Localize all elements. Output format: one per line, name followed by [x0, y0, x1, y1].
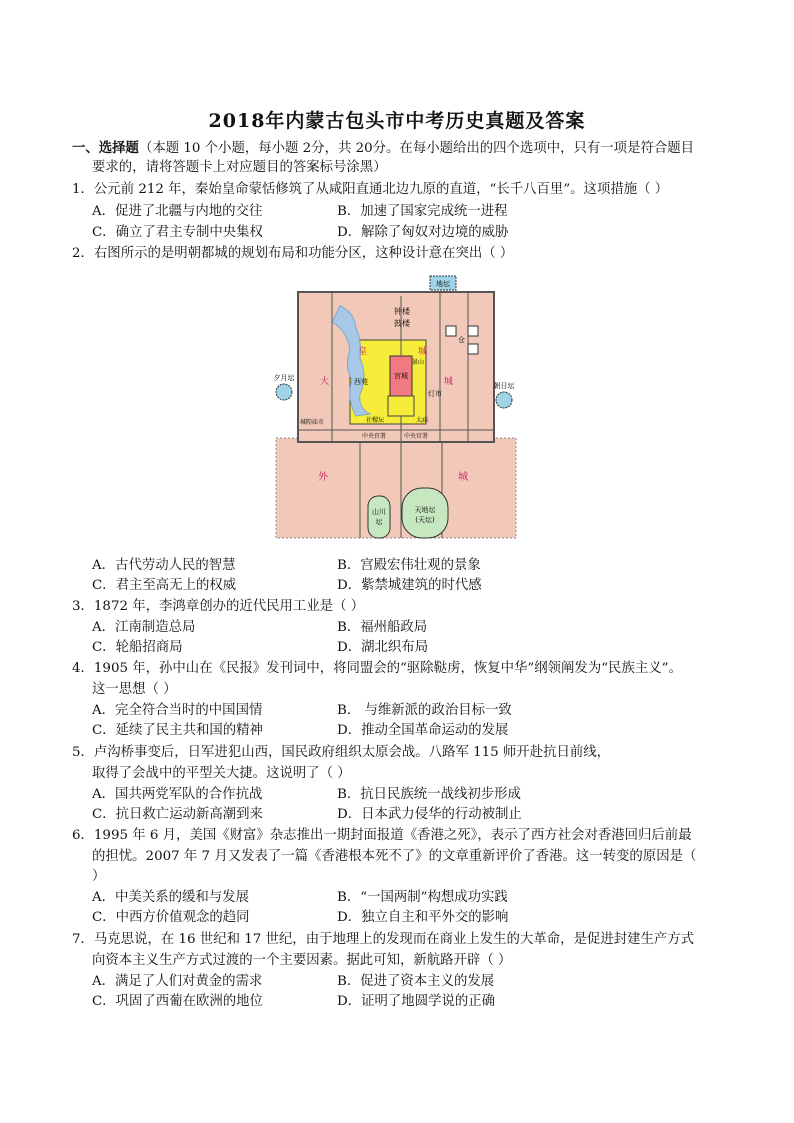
taimiao-label: 太庙	[416, 417, 429, 424]
granary-box	[446, 326, 456, 336]
granary-box	[468, 344, 478, 354]
xiyuan-label: 西苑	[354, 378, 368, 386]
q5-option-c[interactable]: C．抗日救亡运动新高潮到来	[92, 807, 263, 822]
section-intro-1: （本题 10 个小题，每小题 2分，共 20分。在每小题给出的四个选项中，只有一项是符合题目	[138, 141, 695, 156]
q6-option-c[interactable]: C．中西方价值观念的趋同	[92, 910, 250, 925]
q1-stem: 1．公元前 212 年，秦始皇命蒙恬修筑了从咸阳直通北边九原的直道，“长千八百里”。这项措施（ ）	[72, 182, 669, 197]
q4-option-a[interactable]: A．完全符合当时的中国国情	[92, 703, 263, 718]
q7-option-c[interactable]: C．巩固了西葡在欧洲的地位	[92, 994, 263, 1009]
q6-option-b[interactable]: B．“一国两制”构想成功实践	[337, 890, 508, 905]
shanchuan-altar	[368, 496, 390, 538]
q6-option-d[interactable]: D．独立自主和平外交的影响	[337, 910, 509, 925]
q5-stem-1: 5．卢沟桥事变后，日军进犯山西，国民政府组织太原会战。八路军 115 师开赴抗日前线，	[72, 745, 611, 760]
q6-option-a[interactable]: A．中美关系的缓和与发展	[92, 890, 249, 905]
granary-label: 仓	[458, 336, 465, 344]
q7-stem-2: 向资本主义生产方式过渡的一个主要因素。据此可知，新航路开辟（ ）	[92, 953, 512, 968]
yuetan-circle	[276, 384, 292, 400]
ritan-label: 朝日坛	[493, 382, 515, 390]
page-title: 2018年内蒙古包头市中考历史真题及答案	[208, 110, 586, 132]
q2-option-d[interactable]: D．紫禁城建筑的时代感	[337, 578, 482, 593]
q1-option-a[interactable]: A．促进了北疆与内地的交往	[92, 204, 263, 219]
section-heading: 一、选择题	[72, 140, 139, 156]
q2-option-a[interactable]: A．古代劳动人民的智慧	[92, 558, 236, 573]
q4-stem-2: 这一思想（ ）	[92, 682, 177, 697]
q5-option-a[interactable]: A．国共两党军队的合作抗战	[92, 787, 263, 802]
q4-stem-1: 4．1905 年，孙中山在《民报》发刊词中，将同盟会的“驱除鞑虏，恢复中华”纲领阐发为“民族主义”。	[72, 661, 682, 676]
shanchuan-label-1: 山川	[372, 508, 386, 516]
palace-gate-area	[388, 396, 414, 416]
palace-label: 宫城	[394, 372, 408, 380]
outer-label-1: 外	[318, 472, 328, 483]
ming-capital-map	[272, 270, 520, 542]
q7-option-d[interactable]: D．证明了地圆学说的正确	[337, 994, 496, 1009]
q3-stem: 3．1872 年，李鸿章创办的近代民用工业是（ ）	[72, 599, 365, 614]
q2-option-c[interactable]: C．君主至高无上的权威	[92, 578, 237, 593]
ditan-label: 地坛	[436, 280, 450, 288]
q4-option-b[interactable]: B． 与维新派的政治目标一致	[337, 703, 512, 718]
q1-option-d[interactable]: D．解除了匈奴对边境的威胁	[337, 225, 509, 240]
q3-option-d[interactable]: D．湖北织布局	[337, 640, 429, 655]
outer-label-2: 城	[458, 472, 468, 483]
temple-market-label: 城隍庙市	[300, 419, 325, 426]
q3-option-b[interactable]: B．福州船政局	[337, 620, 428, 635]
ritan-circle	[496, 392, 512, 408]
jingshan-label: 景山	[412, 359, 425, 366]
q3-option-c[interactable]: C．轮船招商局	[92, 640, 183, 655]
tiandi-label-1: 天地坛	[414, 506, 436, 514]
q5-stem-2: 取得了会战中的平型关大捷。这说明了（ ）	[92, 766, 351, 781]
q6-stem-1: 6．1995 年 6 月，美国《财富》杂志推出一期封面报道《香港之死》，表示了西方社会对香港回归后前最	[72, 828, 692, 843]
inner-label-2: 城	[444, 377, 454, 387]
imperial-label-2: 城	[418, 347, 428, 357]
q4-option-c[interactable]: C．延续了民主共和国的精神	[92, 723, 263, 738]
lantern-market-label: 灯市	[428, 390, 442, 398]
q3-option-a[interactable]: A．江南制造总局	[92, 620, 196, 635]
q2-option-b[interactable]: B．宫殿宏伟壮观的景象	[337, 558, 481, 573]
section-intro-2: 要求的，请将答题卡上对应题目的答案标号涂黑）	[92, 160, 387, 175]
q7-option-b[interactable]: B．促进了资本主义的发展	[337, 974, 495, 989]
q7-option-a[interactable]: A．满足了人们对黄金的需求	[92, 974, 263, 989]
drum-tower-label: 鼓楼	[394, 319, 410, 328]
ministries-east-label: 中央官署	[404, 433, 429, 440]
bell-tower-label: 钟楼	[394, 307, 410, 316]
outer-city-area	[276, 438, 516, 538]
shanchuan-label-2: 坛	[375, 518, 383, 526]
q1-option-c[interactable]: C．确立了君主专制中央集权	[92, 225, 263, 240]
q1-option-b[interactable]: B．加速了国家完成统一进程	[337, 204, 508, 219]
tiandi-label-2: (天坛)	[415, 516, 435, 524]
q7-stem-1: 7．马克思说，在 16 世纪和 17 世纪，由于地理上的发现而在商业上发生的大革命，是促进封建生产方式	[72, 932, 695, 947]
granary-box	[468, 326, 478, 336]
sheji-label: 社稷坛	[366, 417, 385, 424]
imperial-label-1: 皇	[358, 347, 368, 357]
q2-stem: 2．右图所示的是明朝都城的规划布局和功能分区，这种设计意在突出（ ）	[72, 246, 514, 261]
q6-stem-3: ）	[92, 869, 106, 884]
q5-option-b[interactable]: B．抗日民族统一战线初步形成	[337, 787, 521, 802]
q4-option-d[interactable]: D．推动全国革命运动的发展	[337, 723, 509, 738]
inner-label-1: 大	[320, 377, 330, 387]
q5-option-d[interactable]: D．日本武力侵华的行动被制止	[337, 807, 522, 822]
yuetan-label: 夕月坛	[273, 374, 295, 382]
section-intro-line-1	[72, 138, 694, 159]
ministries-west-label: 中央官署	[362, 433, 387, 440]
q6-stem-2: 的担忧。2007 年 7 月又发表了一篇《香港根本死不了》的文章重新评价了香港。这一转变的原因是（	[92, 849, 697, 864]
